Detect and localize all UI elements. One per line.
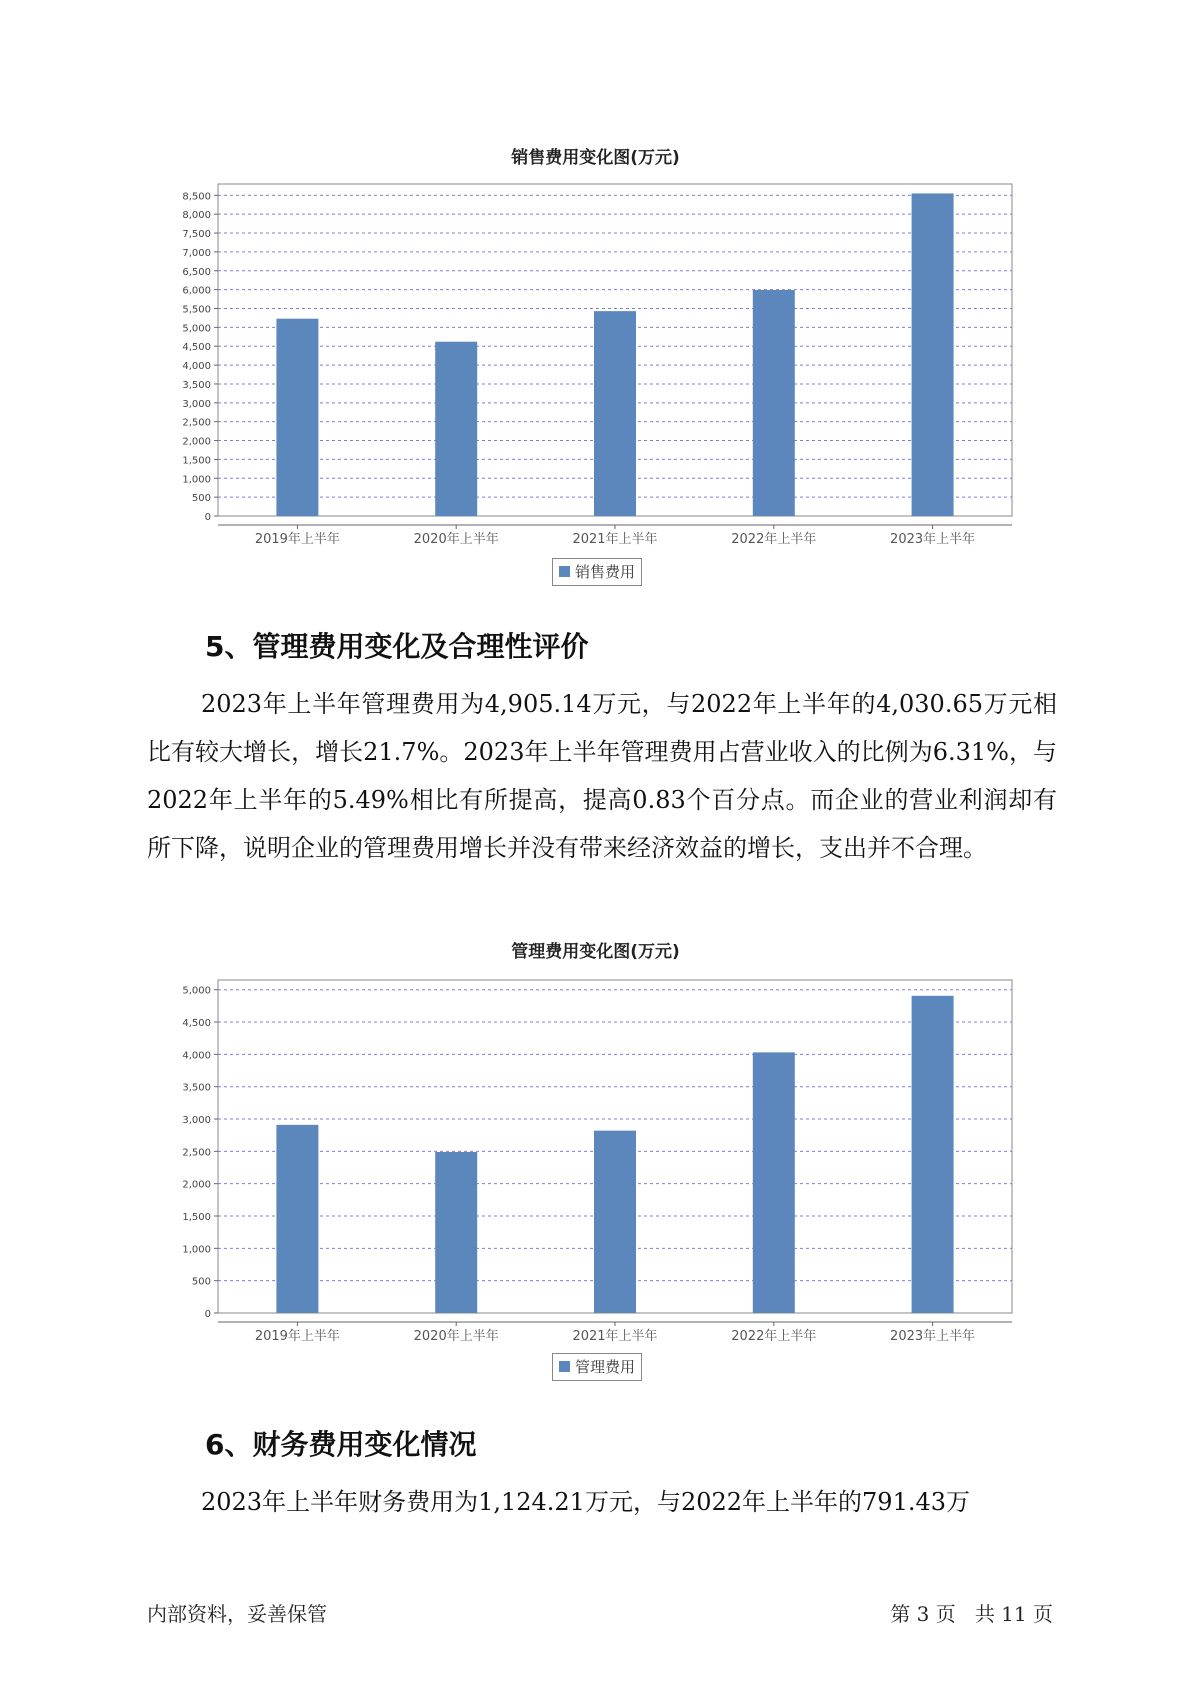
x-tick-label: 2023年上半年	[890, 1329, 976, 1344]
y-tick-label: 1,000	[182, 1244, 211, 1256]
x-tick-label: 2019年上半年	[254, 1329, 340, 1344]
legend-swatch	[559, 566, 570, 577]
y-tick-label: 0	[204, 1309, 211, 1320]
y-tick-label: 7,500	[182, 229, 211, 241]
x-tick-label: 2022年上半年	[731, 1329, 817, 1344]
bar	[912, 996, 954, 1313]
x-tick-label: 2021年上半年	[572, 532, 658, 547]
sales-expense-chart	[0, 180, 1191, 600]
bar	[276, 319, 318, 516]
footer-left: 内部资料，妥善保管	[147, 1602, 327, 1626]
bar	[594, 1131, 636, 1313]
section-6-heading: 6、财务费用变化情况	[205, 1428, 477, 1461]
legend-label: 销售费用	[575, 563, 636, 581]
footer-page-number: 第 3 页 共 11 页	[890, 1602, 1053, 1626]
bar	[753, 290, 795, 516]
x-tick-label: 2020年上半年	[413, 1329, 499, 1344]
y-tick-label: 1,500	[182, 1212, 211, 1224]
y-tick-label: 3,000	[182, 1115, 211, 1127]
y-tick-label: 500	[191, 1276, 211, 1288]
x-tick-label: 2023年上半年	[890, 532, 976, 547]
chart-2-title: 管理费用变化图(万元)	[511, 942, 680, 962]
x-tick-label: 2021年上半年	[572, 1329, 658, 1344]
y-tick-label: 3,500	[182, 379, 211, 391]
y-tick-label: 4,500	[182, 1018, 211, 1030]
y-tick-label: 5,500	[182, 304, 211, 316]
chart-1-legend	[552, 558, 642, 586]
x-tick-label: 2022年上半年	[731, 532, 817, 547]
y-tick-label: 500	[191, 493, 211, 505]
y-tick-label: 7,000	[182, 247, 211, 259]
y-tick-label: 2,500	[182, 1147, 211, 1159]
chart-2-legend	[552, 1353, 642, 1381]
y-tick-label: 4,000	[182, 1050, 211, 1062]
bar	[276, 1125, 318, 1313]
bar	[594, 311, 636, 516]
y-tick-label: 6,000	[182, 285, 211, 297]
section-5-heading: 5、管理费用变化及合理性评价	[205, 630, 589, 663]
y-tick-label: 4,500	[182, 342, 211, 354]
x-tick-label: 2020年上半年	[413, 532, 499, 547]
management-expense-chart	[0, 972, 1191, 1362]
y-tick-label: 3,000	[182, 398, 211, 410]
chart-1-title: 销售费用变化图(万元)	[511, 148, 680, 168]
bar	[435, 342, 477, 516]
y-tick-label: 6,500	[182, 266, 211, 278]
y-tick-label: 1,000	[182, 474, 211, 486]
y-tick-label: 2,000	[182, 1179, 211, 1191]
y-tick-label: 0	[204, 512, 211, 523]
legend-label: 管理费用	[575, 1358, 636, 1376]
y-tick-label: 2,500	[182, 417, 211, 429]
y-tick-label: 5,000	[182, 985, 211, 997]
legend-swatch	[559, 1361, 570, 1372]
x-tick-label: 2019年上半年	[254, 532, 340, 547]
y-tick-label: 8,000	[182, 210, 211, 222]
y-tick-label: 5,000	[182, 323, 211, 335]
bar	[753, 1052, 795, 1313]
section-5-paragraph: 2023年上半年管理费用为4,905.14万元，与2022年上半年的4,030.65万元相比有较大增长，增长21.7%。2023年上半年管理费用占营业收入的比例为6.31%，与2022年上半年的5.49%相比有所提高，提高0.83个百分点。而企业的营业利润却有所下降，说明企业的管理费用增长并没有带来经济效益的增长，支出并不合理。	[147, 690, 1057, 862]
section-6-paragraph: 2023年上半年财务费用为1,124.21万元，与2022年上半年的791.43万	[201, 1488, 971, 1516]
bar	[435, 1152, 477, 1313]
y-tick-label: 1,500	[182, 455, 211, 467]
y-tick-label: 4,000	[182, 361, 211, 373]
y-tick-label: 2,000	[182, 436, 211, 448]
y-tick-label: 8,500	[182, 191, 211, 203]
bar	[912, 193, 954, 516]
y-tick-label: 3,500	[182, 1082, 211, 1094]
